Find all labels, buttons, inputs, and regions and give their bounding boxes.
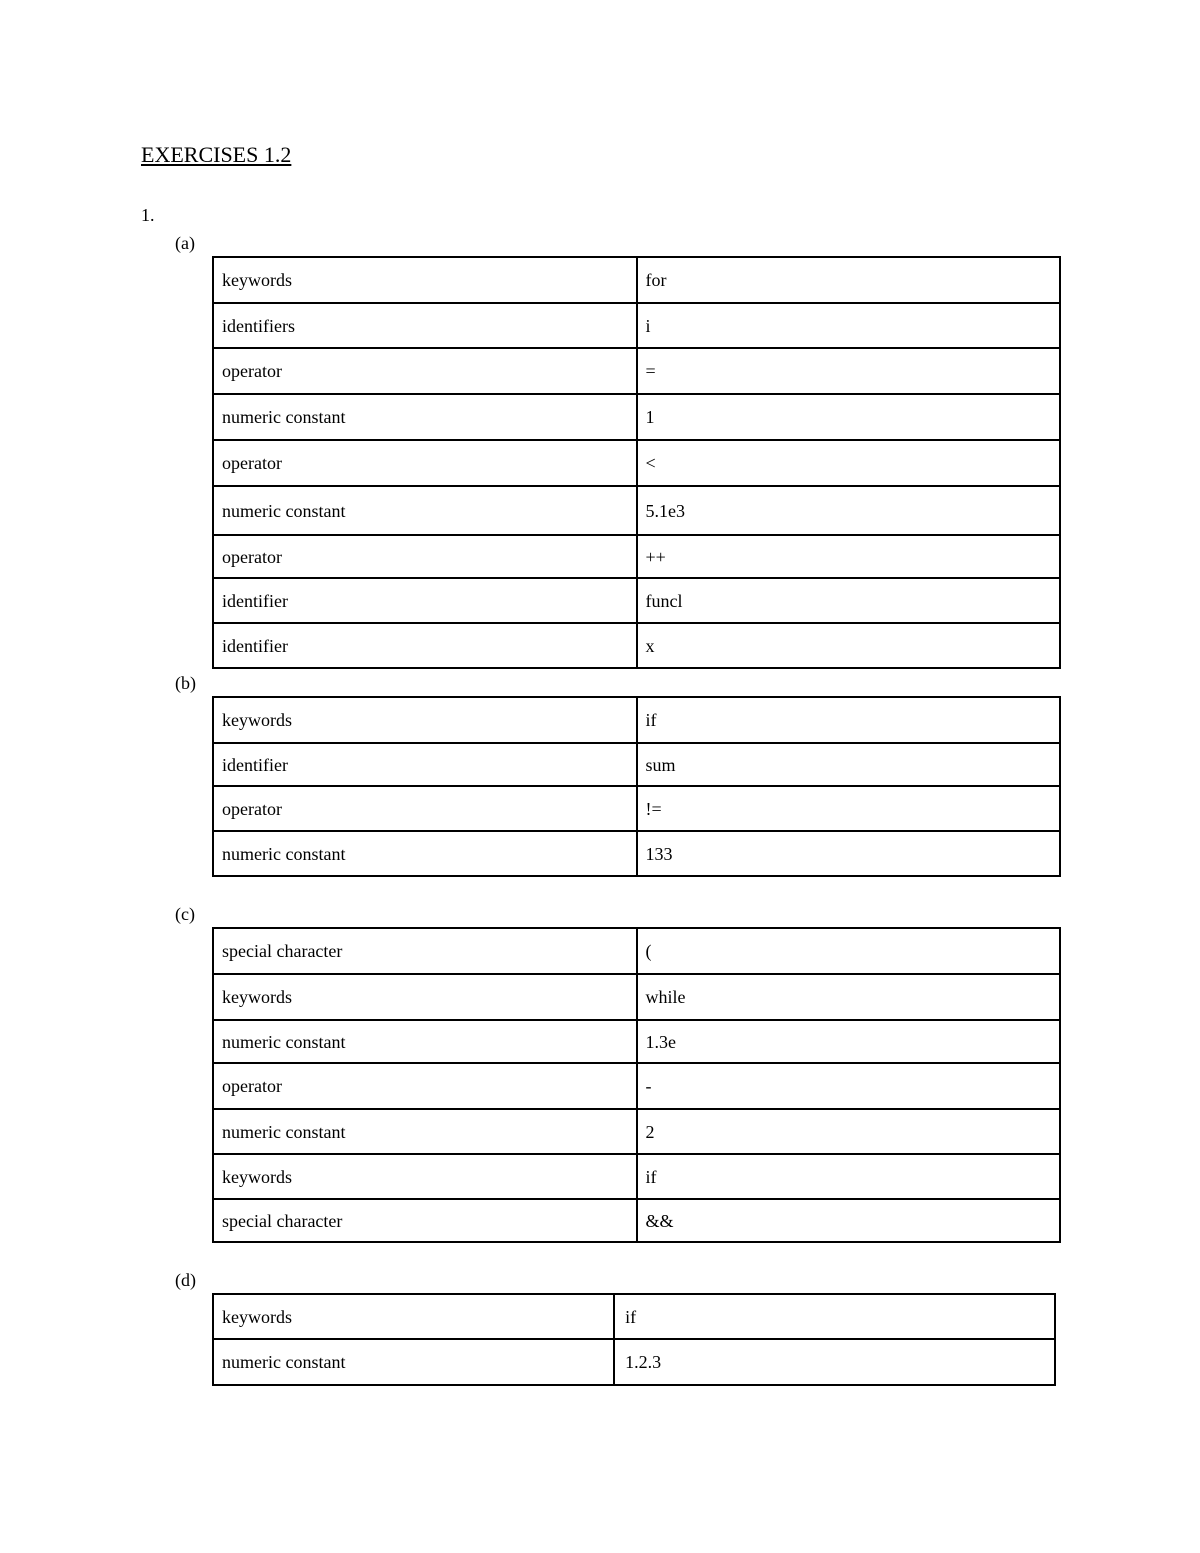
token-type-cell: operator	[213, 440, 637, 486]
page-title: EXERCISES 1.2	[141, 142, 292, 167]
token-type-cell: operator	[213, 348, 637, 394]
token-value-cell: &&	[637, 1199, 1060, 1242]
table-row	[213, 623, 1060, 668]
token-value-cell: 2	[637, 1109, 1060, 1154]
part-d-label: (d)	[175, 1270, 196, 1290]
table-row	[213, 535, 1060, 578]
table-row	[213, 1154, 1060, 1199]
token-value-cell: for	[637, 257, 1060, 303]
token-table-c	[212, 927, 1061, 1243]
table-row	[213, 786, 1060, 831]
token-type-cell: keywords	[213, 697, 637, 743]
token-value-cell: i	[637, 303, 1060, 348]
table-row	[213, 257, 1060, 303]
table-row	[213, 697, 1060, 743]
token-type-cell: identifiers	[213, 303, 637, 348]
token-table-b	[212, 696, 1061, 877]
table-row	[213, 1109, 1060, 1154]
token-value-cell: ++	[637, 535, 1060, 578]
table-row	[213, 1020, 1060, 1063]
token-value-cell: 1.2.3	[614, 1339, 1055, 1385]
token-value-cell: <	[637, 440, 1060, 486]
token-type-cell: numeric constant	[213, 486, 637, 535]
token-type-cell: numeric constant	[213, 394, 637, 440]
token-value-cell: 5.1e3	[637, 486, 1060, 535]
token-type-cell: operator	[213, 786, 637, 831]
table-row	[213, 974, 1060, 1020]
table-row	[213, 1339, 1055, 1385]
token-value-cell: while	[637, 974, 1060, 1020]
token-type-cell: operator	[213, 535, 637, 578]
table-row	[213, 928, 1060, 974]
table-row	[213, 1294, 1055, 1339]
token-value-cell: (	[637, 928, 1060, 974]
token-type-cell: identifier	[213, 743, 637, 786]
token-table-d	[212, 1293, 1056, 1386]
token-type-cell: numeric constant	[213, 1339, 614, 1385]
token-type-cell: numeric constant	[213, 1109, 637, 1154]
token-value-cell: if	[614, 1294, 1055, 1339]
token-value-cell: x	[637, 623, 1060, 668]
token-value-cell: 1.3e	[637, 1020, 1060, 1063]
table-row	[213, 394, 1060, 440]
token-value-cell: -	[637, 1063, 1060, 1109]
token-value-cell: if	[637, 1154, 1060, 1199]
table-row	[213, 831, 1060, 876]
part-b-label: (b)	[175, 673, 196, 693]
token-type-cell: keywords	[213, 1154, 637, 1199]
token-value-cell: !=	[637, 786, 1060, 831]
token-table-a	[212, 256, 1061, 669]
table-row	[213, 1063, 1060, 1109]
token-value-cell: if	[637, 697, 1060, 743]
table-row	[213, 743, 1060, 786]
token-type-cell: numeric constant	[213, 1020, 637, 1063]
table-row	[213, 486, 1060, 535]
token-type-cell: numeric constant	[213, 831, 637, 876]
part-c-label: (c)	[175, 904, 195, 924]
token-type-cell: identifier	[213, 578, 637, 623]
token-value-cell: 133	[637, 831, 1060, 876]
token-value-cell: sum	[637, 743, 1060, 786]
token-value-cell: funcl	[637, 578, 1060, 623]
table-row	[213, 1199, 1060, 1242]
table-row	[213, 348, 1060, 394]
part-a-label: (a)	[175, 233, 195, 253]
token-value-cell: 1	[637, 394, 1060, 440]
table-row	[213, 303, 1060, 348]
token-type-cell: special character	[213, 1199, 637, 1242]
token-type-cell: keywords	[213, 257, 637, 303]
table-row	[213, 440, 1060, 486]
token-value-cell: =	[637, 348, 1060, 394]
table-row	[213, 578, 1060, 623]
token-type-cell: keywords	[213, 974, 637, 1020]
question-number: 1.	[141, 205, 155, 225]
token-type-cell: special character	[213, 928, 637, 974]
token-type-cell: operator	[213, 1063, 637, 1109]
token-type-cell: keywords	[213, 1294, 614, 1339]
token-type-cell: identifier	[213, 623, 637, 668]
